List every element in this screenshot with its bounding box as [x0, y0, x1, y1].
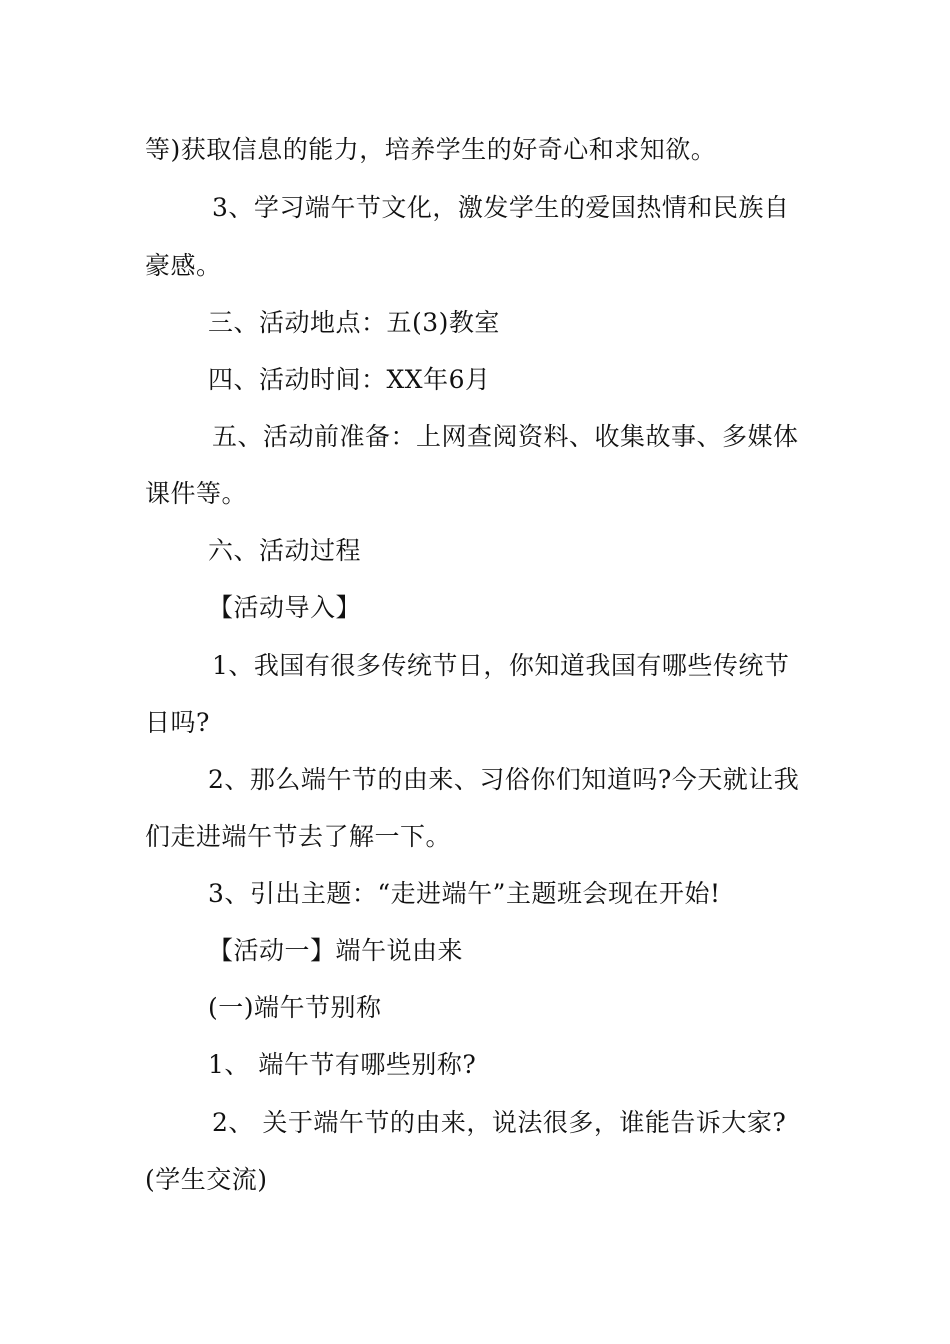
text-line-19: (学生交流) — [145, 1165, 268, 1194]
text-line-11: 日吗? — [145, 708, 210, 737]
text-line-18: 2、 关于端午节的由来，说法很多，谁能告诉大家? — [212, 1108, 787, 1137]
text-line-13: 们走进端午节去了解一下。 — [145, 822, 452, 851]
text-line-5: 四、活动时间：XX年6月 — [208, 365, 491, 394]
text-line-14: 3、引出主题：“走进端午”主题班会现在开始! — [208, 879, 721, 908]
text-line-2: 3、学习端午节文化，激发学生的爱国热情和民族自 — [212, 193, 790, 222]
text-line-9: 【活动导入】 — [208, 593, 362, 622]
text-line-16: (一)端午节别称 — [208, 993, 382, 1022]
text-line-8: 六、活动过程 — [208, 536, 362, 565]
text-line-3: 豪感。 — [145, 251, 222, 280]
text-line-7: 课件等。 — [145, 479, 248, 508]
text-line-12: 2、那么端午节的由来、习俗你们知道吗?今天就让我 — [208, 765, 800, 794]
text-line-4: 三、活动地点：五(3)教室 — [208, 308, 500, 337]
text-line-17: 1、 端午节有哪些别称? — [208, 1050, 477, 1079]
text-line-1: 等)获取信息的能力，培养学生的好奇心和求知欲。 — [145, 135, 717, 164]
text-line-10: 1、我国有很多传统节日，你知道我国有哪些传统节 — [212, 651, 790, 680]
text-line-6: 五、活动前准备：上网查阅资料、收集故事、多媒体 — [212, 422, 799, 451]
text-line-15: 【活动一】端午说由来 — [208, 936, 464, 965]
